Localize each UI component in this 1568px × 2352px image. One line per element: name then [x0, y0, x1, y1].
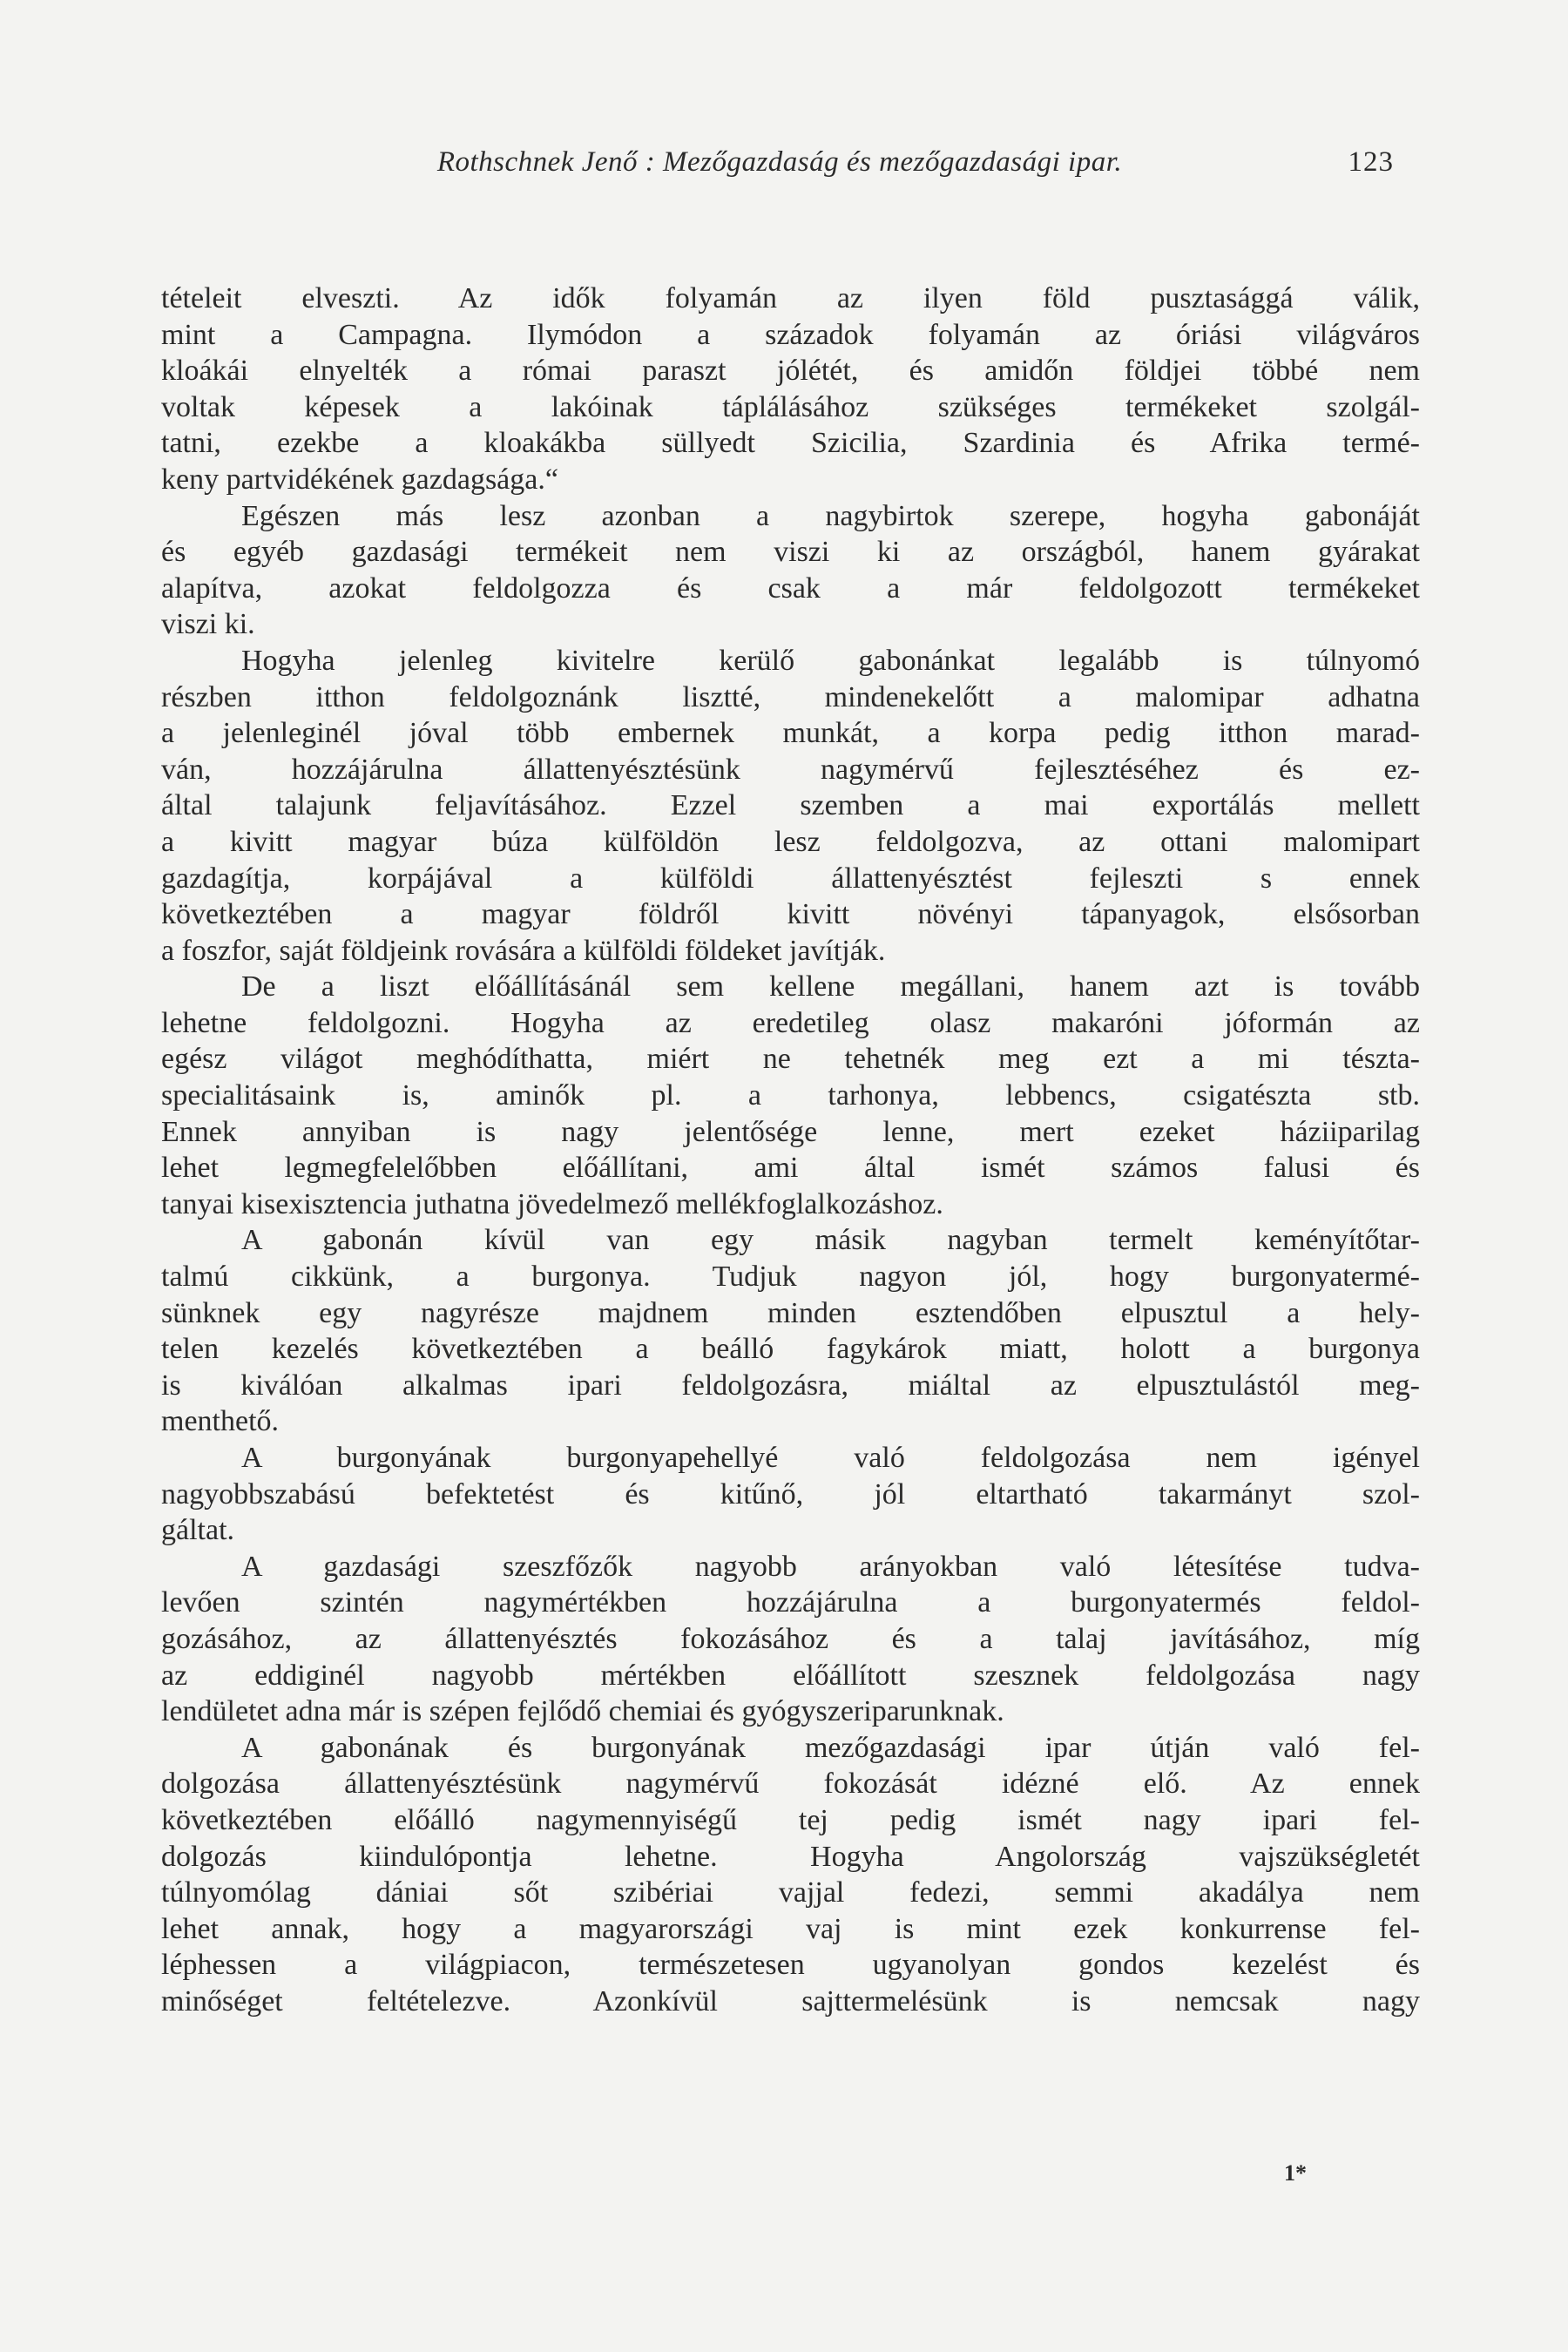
- running-title: Rothschnek Jenő : Mezőgazdaság és mezőgazdasági ipar.: [436, 146, 1123, 178]
- running-head: [166, 146, 1394, 190]
- text-line: a kivitt magyar búza külföldön lesz feldolgozva, az ottani malomipart: [161, 825, 1420, 858]
- text-line: az eddiginél nagyobb mértékben előállított szesznek feldolgozása nagy: [161, 1659, 1420, 1692]
- text-line: A gabonának és burgonyának mezőgazdasági ipar útján való fel-: [241, 1731, 1420, 1764]
- text-line: tatni, ezekbe a kloakákba süllyedt Szicilia, Szardinia és Afrika termé-: [161, 427, 1420, 460]
- text-line: telen kezelés következtében a beálló fagykárok miatt, holott a burgonya: [161, 1333, 1420, 1366]
- text-line: menthető.: [161, 1405, 280, 1438]
- text-line: a jelenleginél jóval több embernek munkát, a korpa pedig itthon marad-: [161, 717, 1420, 750]
- text-line: a foszfor, saját földjeink rovására a külföldi földeket javítják.: [161, 934, 886, 967]
- text-line: egész világot meghódíthatta, miért ne tehetnék meg ezt a mi tészta-: [161, 1043, 1420, 1076]
- text-line: következtében a magyar földről kivitt növényi tápanyagok, elsősorban: [161, 898, 1420, 931]
- text-line: specialitásaink is, aminők pl. a tarhonya, lebbencs, csigatészta stb.: [161, 1079, 1420, 1112]
- text-line: keny partvidékének gazdagsága.“: [161, 463, 558, 496]
- text-line: A gazdasági szeszfőzők nagyobb arányokban való létesítése tudva-: [241, 1550, 1420, 1583]
- text-line: Hogyha jelenleg kivitelre kerülő gabonánkat legalább is túlnyomó: [241, 644, 1420, 677]
- text-line: dolgozás kiindulópontja lehetne. Hogyha Angolország vajszükségletét: [161, 1840, 1420, 1873]
- page-number: 123: [1348, 146, 1394, 178]
- text-line: következtében előálló nagymennyiségű tej pedig ismét nagy ipari fel-: [161, 1803, 1420, 1836]
- text-line: lehetne feldolgozni. Hogyha az eredetileg olasz makaróni jóformán az: [161, 1006, 1420, 1039]
- text-line: levően szintén nagymértékben hozzájárulna a burgonyatermés feldol-: [161, 1586, 1420, 1619]
- text-line: mint a Campagna. Ilymódon a századok folyamán az óriási világváros: [161, 318, 1420, 351]
- text-line: túlnyomólag dániai sőt szibériai vajjal fedezi, semmi akadálya nem: [161, 1876, 1420, 1909]
- text-line: minőséget feltételezve. Azonkívül sajttermelésünk is nemcsak nagy: [161, 1984, 1420, 2017]
- text-line: ván, hozzájárulna állattenyésztésünk nagymérvű fejlesztéséhez és ez-: [161, 753, 1420, 786]
- text-line: tanyai kisexisztencia juthatna jövedelmező mellékfoglalkozáshoz.: [161, 1187, 943, 1220]
- text-line: is kiválóan alkalmas ipari feldolgozásra, miáltal az elpusztulástól meg-: [161, 1369, 1420, 1402]
- signature-mark: 1*: [1284, 2160, 1307, 2186]
- text-line: gáltat.: [161, 1514, 235, 1547]
- text-line: voltak képesek a lakóinak táplálásához szükséges termékeket szolgál-: [161, 390, 1420, 423]
- text-line: A gabonán kívül van egy másik nagyban termelt keményítőtar-: [241, 1224, 1420, 1257]
- text-line: viszi ki.: [161, 608, 255, 641]
- text-line: De a liszt előállításánál sem kellene megállani, hanem azt is tovább: [241, 970, 1420, 1004]
- body-text: [161, 280, 1420, 2020]
- text-line: kloákái elnyelték a római paraszt jólétét, és amidőn földjei többé nem: [161, 355, 1420, 388]
- text-line: Ennek annyiban is nagy jelentősége lenne, mert ezeket háziiparilag: [161, 1115, 1420, 1148]
- text-line: dolgozása állattenyésztésünk nagymérvű fokozását idézné elő. Az ennek: [161, 1767, 1420, 1801]
- text-line: és egyéb gazdasági termékeit nem viszi ki az országból, hanem gyárakat: [161, 536, 1420, 569]
- text-line: A burgonyának burgonyapehellyé való feldolgozása nem igényel: [241, 1442, 1420, 1474]
- text-line: tételeit elveszti. Az idők folyamán az ilyen föld pusztasággá válik,: [161, 282, 1420, 314]
- text-line: alapítva, azokat feldolgozza és csak a már feldolgozott termékeket: [161, 571, 1420, 605]
- text-line: gazdagítja, korpájával a külföldi állattenyésztést fejleszti s ennek: [161, 862, 1420, 895]
- text-line: Egészen más lesz azonban a nagybirtok szerepe, hogyha gabonáját: [241, 499, 1420, 532]
- text-line: által talajunk feljavításához. Ezzel szemben a mai exportálás mellett: [161, 789, 1420, 822]
- text-line: részben itthon feldolgoznánk lisztté, mindenekelőtt a malomipar adhatna: [161, 680, 1420, 713]
- text-line: talmú cikkünk, a burgonya. Tudjuk nagyon jól, hogy burgonyatermé-: [161, 1260, 1420, 1294]
- text-line: lehet legmegfelelőbben előállítani, ami által ismét számos falusi és: [161, 1152, 1420, 1185]
- text-line: nagyobbszabású befektetést és kitűnő, jól eltartható takarmányt szol-: [161, 1477, 1420, 1511]
- text-line: léphessen a világpiacon, természetesen ugyanolyan gondos kezelést és: [161, 1949, 1420, 1982]
- text-line: lehet annak, hogy a magyarországi vaj is mint ezek konkurrense fel-: [161, 1912, 1420, 1945]
- text-line: lendületet adna már is szépen fejlődő chemiai és gyógyszeriparunknak.: [161, 1695, 1004, 1728]
- text-line: gozásához, az állattenyésztés fokozásához és a talaj javításához, míg: [161, 1622, 1420, 1655]
- text-line: sünknek egy nagyrésze majdnem minden esztendőben elpusztul a hely-: [161, 1296, 1420, 1329]
